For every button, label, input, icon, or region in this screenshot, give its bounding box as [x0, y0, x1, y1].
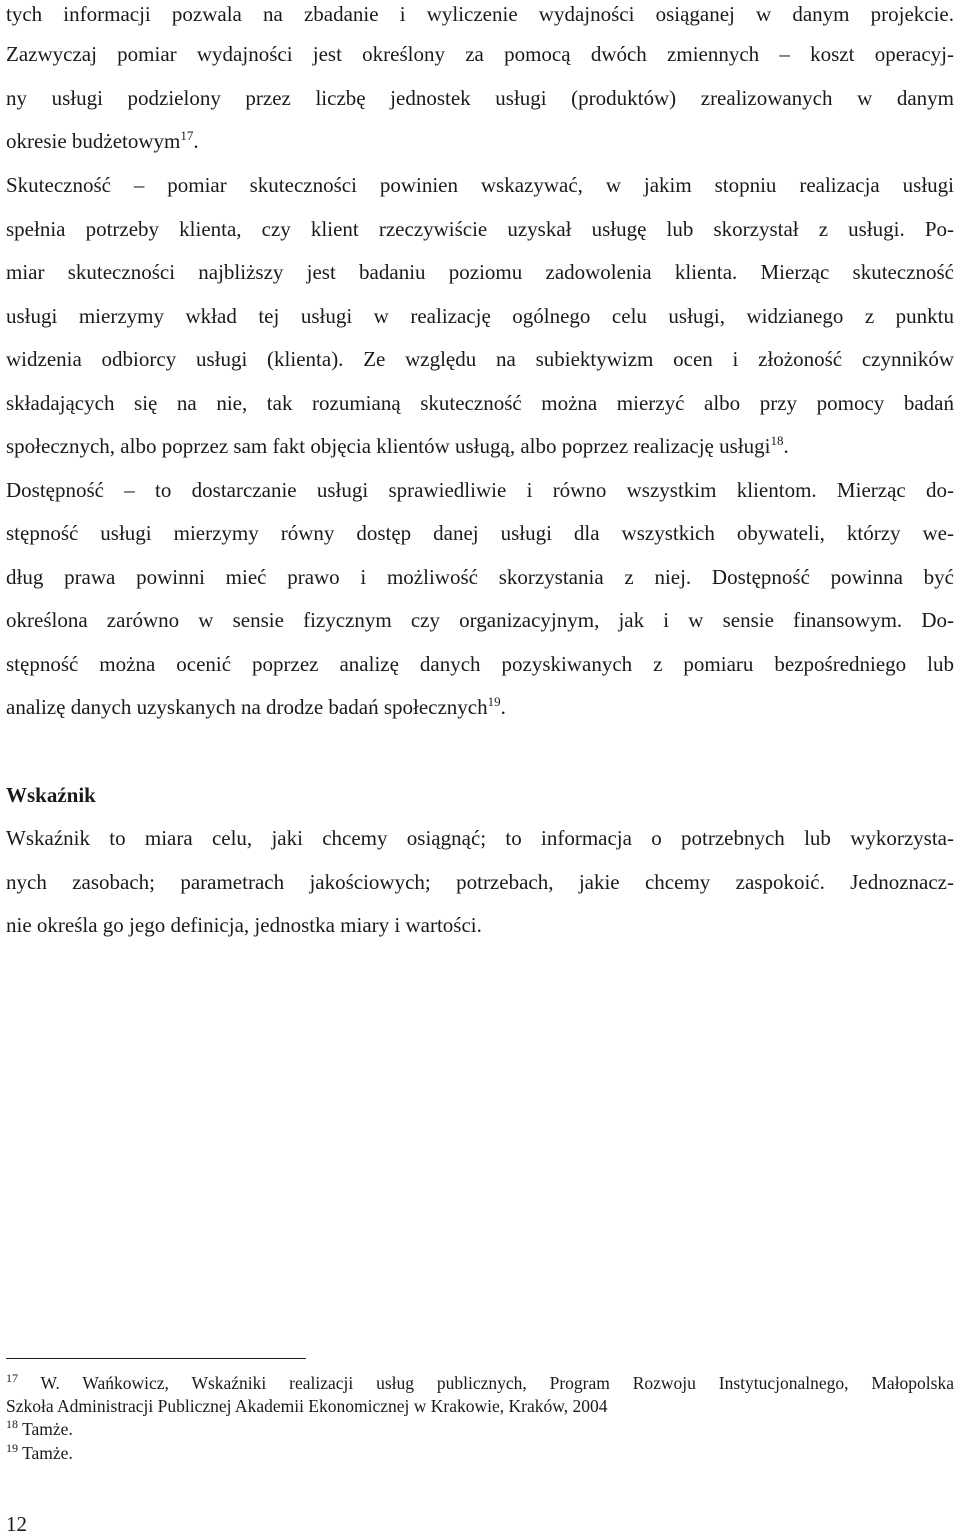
body-line-8: usługi mierzymy wkład tej usługi w realizację ogólnego celu usługi, widzianego z punktu — [6, 304, 954, 328]
footnote-ref-18[interactable]: 18 — [770, 433, 784, 448]
body-line-16: stępność można ocenić poprzez analizę danych pozyskiwanych z pomiaru bezpośredniego lub — [6, 652, 954, 676]
footnote-19-number: 19 — [6, 1441, 18, 1456]
footnote-17-line-1 — [6, 1372, 954, 1394]
section-heading-wskaznik: Wskaźnik — [6, 783, 96, 807]
body-line-6: spełnia potrzeby klienta, czy klient rzeczywiście uzyskał usługę lub skorzystał z usługi. Po- — [6, 217, 954, 241]
body-line-15: określona zarówno w sensie fizycznym czy organizacyjnym, jak i w sensie finansowym. Do- — [6, 608, 954, 632]
body-line-11-text: społecznych, albo poprzez sam fakt objęcia klientów usługą, albo poprzez realizację usługi — [6, 434, 771, 458]
body-line-5: Skuteczność – pomiar skuteczności powinien wskazywać, w jakim stopniu realizacja usługi — [6, 173, 954, 197]
footnote-17-line-2: Szkoła Administracji Publicznej Akademii Ekonomicznej w Krakowie, Kraków, 2004 — [6, 1396, 608, 1416]
body-line-4-tail: . — [193, 129, 199, 153]
footnote-18 — [6, 1418, 954, 1440]
body-line-7: miar skuteczności najbliższy jest badaniu poziomu zadowolenia klienta. Mierząc skuteczność — [6, 260, 954, 284]
body-line-13: stępność usługi mierzymy równy dostęp danej usługi dla wszystkich obywateli, którzy we- — [6, 521, 954, 545]
footnote-19-text: Tamże. — [22, 1443, 73, 1463]
body-line-17-text: analizę danych uzyskanych na drodze badań społecznych — [6, 695, 488, 719]
footnote-17-text: W. Wańkowicz, Wskaźniki realizacji usług publicznych, Program Rozwoju Instytucjonalnego, Małopolska — [40, 1373, 955, 1393]
body-line-1: tych informacji pozwala na zbadanie i wyliczenie wydajności osiąganej w danym projekcie. — [6, 2, 954, 26]
page-number: 12 — [6, 1512, 27, 1536]
footnote-18-number: 18 — [6, 1417, 18, 1432]
body-line-12: Dostępność – to dostarczanie usługi sprawiedliwie i równo wszystkim klientom. Mierząc do- — [6, 478, 954, 502]
footnote-ref-17[interactable]: 17 — [180, 128, 194, 143]
body-line-9: widzenia odbiorcy usługi (klienta). Ze względu na subiektywizm ocen i złożoność czynników — [6, 347, 954, 371]
footnote-19 — [6, 1442, 954, 1464]
body-line-14: dług prawa powinni mieć prawo i możliwość skorzystania z niej. Dostępność powinna być — [6, 565, 954, 589]
footnote-separator — [6, 1358, 306, 1359]
footnote-18-text: Tamże. — [22, 1419, 73, 1439]
body-line-2: Zazwyczaj pomiar wydajności jest określony za pomocą dwóch zmiennych – koszt operacyj- — [6, 42, 954, 66]
body-line-17-tail: . — [500, 695, 506, 719]
body-line-11 — [6, 432, 954, 460]
footnote-ref-19[interactable]: 19 — [487, 694, 501, 709]
body-line-4-text: okresie budżetowym — [6, 129, 181, 153]
body-line-19: nych zasobach; parametrach jakościowych; potrzebach, jakie chcemy zaspokoić. Jednoznacz- — [6, 870, 954, 894]
body-line-10: składających się na nie, tak rozumianą skuteczność można mierzyć albo przy pomocy badań — [6, 391, 954, 415]
body-line-17 — [6, 693, 954, 721]
body-line-18: Wskaźnik to miara celu, jaki chcemy osiągnąć; to informacja o potrzebnych lub wykorzysta- — [6, 826, 954, 850]
footnote-17-number: 17 — [6, 1371, 18, 1386]
body-line-3: ny usługi podzielony przez liczbę jednostek usługi (produktów) zrealizowanych w danym — [6, 86, 954, 110]
body-line-20: nie określa go jego definicja, jednostka miary i wartości. — [6, 913, 482, 937]
body-line-11-tail: . — [783, 434, 789, 458]
body-line-4 — [6, 127, 954, 155]
